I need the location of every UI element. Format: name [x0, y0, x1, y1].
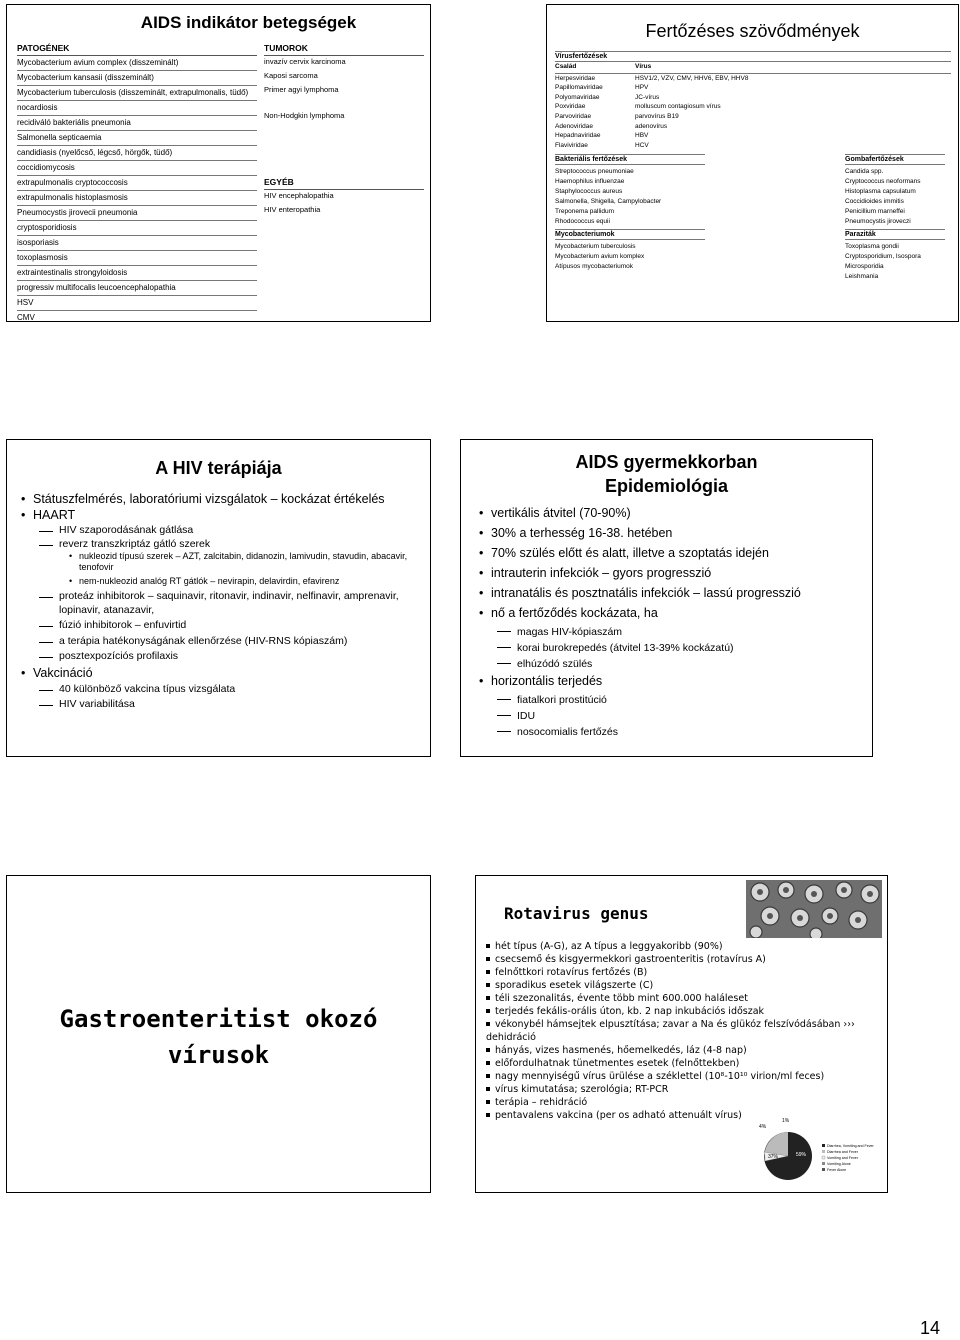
bullet-item: • nő a fertőződés kockázata, ha	[477, 604, 867, 623]
tumors-column	[264, 42, 424, 218]
table-cell: Poxviridae	[555, 103, 586, 111]
list-item: Streptococcus pneumoniae	[555, 168, 634, 176]
list-item: Cryptococcus neoformans	[845, 178, 921, 186]
sub-bullet-item: IDU	[477, 708, 867, 724]
section-header: Mycobacteriumok	[555, 229, 705, 240]
list-item: vékonybél hámsejtek elpusztítása; zavar a Na és glükóz felszívódásában ››› dehidráció	[486, 1019, 855, 1043]
list-item: Primer agyi lymphoma	[264, 85, 339, 94]
bullet-item: • horizontális terjedés	[477, 672, 867, 691]
table-row	[555, 83, 951, 93]
legend-entry: Fever Alone	[827, 1168, 847, 1172]
list-item: Mycobacterium avium komplex	[555, 253, 645, 261]
sub-bullet-item: HIV variabilitása	[19, 698, 419, 712]
slide-title: AIDS gyermekkorban	[575, 452, 758, 472]
sub-bullet-item: 40 különböző vakcina típus vizsgálata	[19, 683, 419, 697]
list-item: Pneumocystis jirovecii pneumonia	[17, 206, 257, 221]
list-item: HIV enteropathia	[264, 205, 321, 214]
table-cell: Papillomaviridae	[555, 84, 603, 92]
sub-sub-bullet-item: • nukleozid típusú szerek – AZT, zalcitabin, didanozin, lamivudin, stavudin, abacavir, tenofovir	[19, 551, 419, 573]
column-header: Vírus	[635, 62, 951, 73]
sub-bullet-item: a terápia hatékonyságának ellenőrzése (HIV-RNS kópiaszám)	[19, 635, 419, 649]
sub-sub-bullet-item: • nem-nukleozid analóg RT gátlók – nevirapin, delavirdin, efavirenz	[19, 576, 419, 587]
list-item: Non-Hodgkin lymphoma	[264, 111, 345, 120]
table-cell: Hepadnaviridae	[555, 132, 601, 140]
list-item: nagy mennyiségű vírus ürülése a széklettel (10⁸-10¹⁰ virion/ml feces)	[486, 1070, 886, 1083]
list-item: candidiasis (nyelőcső, légcső, hörgők, tüdő)	[17, 146, 257, 161]
table-row	[555, 102, 951, 112]
sub-bullet-item: reverz transzkriptáz gátló szerek	[19, 538, 419, 552]
list-item: felnőttkori rotavírus fertőzés (B)	[486, 966, 886, 979]
slide-title: Fertőzéses szövődmények	[645, 21, 860, 41]
legend-entry: Diarrhea, Vomiting and Fever	[827, 1144, 874, 1148]
title-line: vírusok	[167, 1041, 270, 1069]
list-item: Rhodococcus equii	[555, 218, 610, 226]
bullet-item: • vertikális átvitel (70-90%)	[477, 504, 867, 523]
table-cell: HSV1/2, VZV, CMV, HHV6, EBV, HHV8	[635, 74, 749, 82]
column-header: Család	[555, 62, 635, 73]
table-row	[555, 141, 951, 151]
list-item: Microsporidia	[845, 263, 884, 271]
sub-bullet-item: magas HIV-kópiaszám	[477, 624, 867, 640]
table-cell: Polyomaviridae	[555, 93, 600, 101]
list-item: sporadikus esetek világszerte (C)	[486, 979, 886, 992]
table-row	[555, 93, 951, 103]
sub-bullet-item: korai burokrepedés (átvitel 13-39% kockázatú)	[477, 640, 867, 656]
title-line: Gastroenteritist okozó	[59, 1005, 378, 1033]
sub-bullet-item: nosocomialis fertőzés	[477, 724, 867, 740]
table-cell: Herpesviridae	[555, 74, 596, 82]
list-item: coccidiomycosis	[17, 161, 257, 176]
section-header: Bakteriális fertőzések	[555, 154, 705, 165]
slide-aids-indicator	[6, 4, 431, 322]
bullet-item: • 70% szülés előtt és alatt, illetve a szoptatás idején	[477, 544, 867, 563]
list-item: vírus kimutatása; szerológia; RT-PCR	[486, 1083, 886, 1096]
bullet-item: • intranatális és posztnatális infekciók – lassú progresszió	[477, 584, 867, 603]
list-item: Histoplasma capsulatum	[845, 188, 916, 196]
list-item: Salmonella, Shigella, Campylobacter	[555, 198, 662, 206]
section-header: Gombafertőzések	[845, 154, 945, 165]
list-item: progressiv multifocalis leucoencephalopathia	[17, 281, 257, 296]
bullet-item: • HAART	[19, 508, 419, 523]
list-item: Mycobacterium tuberculosis	[555, 243, 636, 251]
list-item: Penicillium marneffei	[845, 208, 905, 216]
virus-table	[555, 62, 951, 150]
bullet-item: • Vakcináció	[19, 666, 419, 681]
rotavirus-micrograph	[746, 880, 882, 938]
slide-title: A HIV terápiája	[155, 458, 282, 478]
table-cell: JC-vírus	[635, 93, 660, 101]
bullet-item: • 30% a terhesség 16-38. hetében	[477, 524, 867, 543]
list-item: Mycobacterium kansasii (disszeminált)	[17, 71, 257, 86]
legend-entry: Vomiting Alone	[827, 1162, 851, 1166]
list-item: Mycobacterium avium complex (disszeminált)	[17, 56, 257, 71]
sub-bullet-item: HIV szaporodásának gátlása	[19, 524, 419, 538]
slide-hiv-therapy	[6, 439, 431, 757]
list-item: nocardiosis	[17, 101, 257, 116]
slide-title	[7, 1001, 430, 1073]
table-row	[555, 112, 951, 122]
list-item: Kaposi sarcoma	[264, 71, 318, 80]
slide-title: AIDS indikátor betegségek	[140, 13, 357, 32]
list-item: extrapulmonalis cryptococcosis	[17, 176, 257, 191]
list-item: Toxoplasma gondii	[845, 243, 899, 251]
column-header: TUMOROK	[264, 42, 424, 56]
column-header: EGYÉB	[264, 176, 424, 190]
table-cell: Parvoviridae	[555, 112, 592, 120]
list-item: terápia – rehidráció	[486, 1096, 886, 1109]
slide-title: Rotavirus genus	[504, 904, 649, 923]
legend-entry: Diarrhea and Fever	[827, 1150, 858, 1154]
list-item: Treponema pallidum	[555, 208, 615, 216]
list-item: HSV	[17, 296, 257, 311]
page-number: 14	[919, 1318, 940, 1338]
table-cell: molluscum contagiosum vírus	[635, 103, 721, 111]
list-item: téli szezonalitás, évente több mint 600.000 haláleset	[486, 992, 886, 1005]
list-item: terjedés fekális-orális úton, kb. 2 nap inkubációs időszak	[486, 1005, 886, 1018]
list-item: Mycobacterium tuberculosis (disszeminált, extrapulmonalis, tüdő)	[17, 86, 257, 101]
list-item: hét típus (A-G), az A típus a leggyakoribb (90%)	[486, 940, 886, 953]
pie-label: 1%	[782, 1118, 790, 1124]
table-row	[555, 131, 951, 141]
list-item: előfordulhatnak tünetmentes esetek (felnőttekben)	[486, 1057, 886, 1070]
sub-bullet-item: elhúzódó szülés	[477, 656, 867, 672]
list-item: toxoplasmosis	[17, 251, 257, 266]
section-header: Vírusfertőzések	[555, 51, 951, 62]
list-item: Atípusos mycobacteriumok	[555, 263, 634, 271]
list-item: invazív cervix karcinoma	[264, 57, 346, 66]
section-header: Paraziták	[845, 229, 945, 240]
list-item: CMV	[17, 311, 257, 322]
list-item: Staphylococcus aureus	[555, 188, 623, 196]
list-item: extraintestinalis strongyloidosis	[17, 266, 257, 281]
list-item: Leishmania	[845, 273, 879, 281]
slide-rotavirus	[475, 875, 888, 1193]
list-item: Pneumocystis jiroveczi	[845, 218, 911, 226]
table-cell: Flaviviridae	[555, 141, 588, 149]
list-item: Cryptosporidium, Isospora	[845, 253, 921, 261]
slide-infectious-complications	[546, 4, 959, 322]
list-item: Candida spp.	[845, 168, 884, 176]
table-row	[555, 73, 951, 83]
slide-aids-children	[460, 439, 873, 757]
table-cell: HCV	[635, 141, 649, 149]
bullet-item: • Státuszfelmérés, laboratóriumi vizsgálatok – kockázat értékelés	[19, 492, 419, 507]
sub-bullet-item: posztexpozíciós profilaxis	[19, 650, 419, 664]
legend-entry: Vomiting and Fever	[827, 1156, 858, 1160]
table-cell: adenovírus	[635, 122, 668, 130]
pathogens-column	[17, 42, 257, 322]
table-cell: HBV	[635, 132, 649, 140]
table-row	[555, 122, 951, 132]
slide-subtitle: Epidemiológia	[604, 476, 728, 496]
sub-bullet-item: proteáz inhibitorok – saquinavir, ritonavir, indinavir, nelfinavir, amprenavir, lopinavir, atanazavir,	[19, 590, 419, 617]
pie-label: 37%	[768, 1154, 779, 1160]
list-item: Haemophilus influenzae	[555, 178, 625, 186]
column-header: PATOGÉNEK	[17, 42, 257, 56]
sub-bullet-item: fúzió inhibitorok – enfuvirtid	[19, 619, 419, 633]
slide-gastroenteritis	[6, 875, 431, 1193]
list-item: extrapulmonalis histoplasmosis	[17, 191, 257, 206]
table-cell: Adenoviridae	[555, 122, 593, 130]
list-item: csecsemő és kisgyermekkori gastroenteritis (rotavírus A)	[486, 953, 886, 966]
bullet-item: • intrauterin infekciók – gyors progresszió	[477, 564, 867, 583]
list-item: Salmonella septicaemia	[17, 131, 257, 146]
list-item: hányás, vizes hasmenés, hőemelkedés, láz (4-8 nap)	[486, 1044, 886, 1057]
list-item: Coccidioides immitis	[845, 198, 904, 206]
sub-bullet-item: fiatalkori prostitúció	[477, 692, 867, 708]
table-cell: parvovírus B19	[635, 112, 679, 120]
table-cell: HPV	[635, 84, 649, 92]
pie-label: 59%	[796, 1152, 807, 1158]
list-item: cryptosporidiosis	[17, 221, 257, 236]
pie-label: 4%	[759, 1124, 767, 1130]
list-item: pentavalens vakcina (per os adható attenuált vírus)	[486, 1109, 886, 1122]
symptom-pie-chart	[756, 1114, 886, 1190]
list-item: HIV encephalopathia	[264, 191, 334, 200]
list-item: isosporiasis	[17, 236, 257, 251]
list-item: recidiváló bakteriális pneumonia	[17, 116, 257, 131]
